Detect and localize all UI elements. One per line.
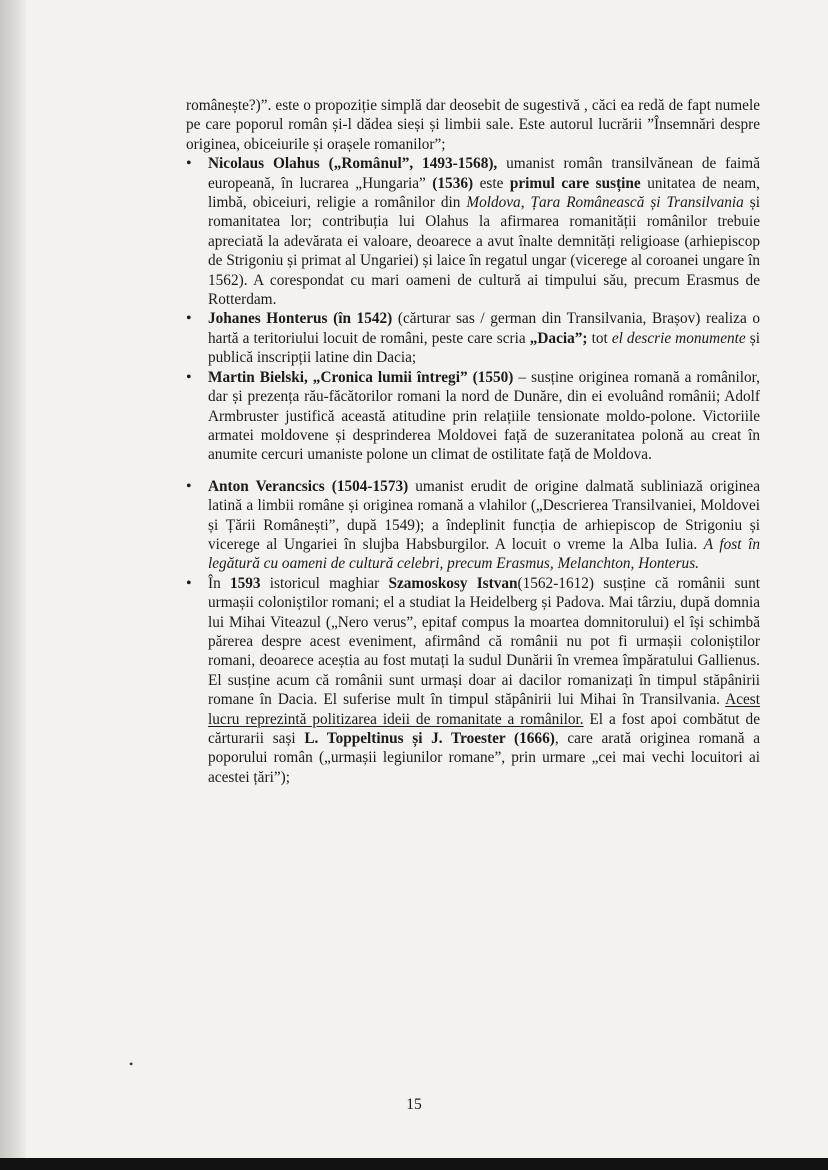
- bullet-list: [186, 154, 760, 787]
- szamoskosy-text-4: , care arată originea romană a poporului român („urmașii legiunilor romane”, prin urmare „cei mai vechi locuitori ai acestei țări”);: [208, 730, 760, 786]
- scan-binding-shadow: [0, 0, 26, 1170]
- honterus-text-2: tot: [587, 329, 612, 347]
- page-number: 15: [406, 1096, 422, 1113]
- szamoskosy-text-2: (1562-1612) susține că românii sunt urmașii coloniștilor romani; el a studiat la Heidelberg și Padova. Mai târziu, după domnia lui Mihai Viteazul („Nero verus”, epitaf compus la moartea domnitorului) el își schimbă părerea despre acest eveniment, afirmând că românii nu pot fi urmașii coloniștilor romani, deoarece aceștia au fost mutați la sudul Dunării în vremea împăratului Gallienus. El susține acum că românii sunt urmași doar ai dacilor romanizați în timpul stăpânirii romane în Dacia. El suferise mult în timpul stăpânirii lui Mihai în Transilvania.: [208, 574, 760, 709]
- verancsics-name: Anton Verancsics (1504-1573): [208, 477, 409, 495]
- szamoskosy-text-0: În: [208, 574, 230, 592]
- stray-bullet-mark: •: [129, 1057, 134, 1071]
- honterus-dacia: „Dacia”;: [529, 329, 588, 347]
- olahus-text-1: umanist român transilvănean de faimă europeană, în lucrarea „Hungaria”: [208, 155, 760, 192]
- honterus-italic: el descrie monumente: [611, 329, 746, 347]
- scan-bottom-edge: [0, 1158, 828, 1170]
- intro-paragraph: [186, 96, 760, 154]
- olahus-regions: Moldova, Țara Românească și Transilvania: [466, 194, 744, 212]
- honterus-text-1: (cărturar sas / german din Transilvania, Brașov) realiza o hartă a teritoriului locuit de români, peste care scria: [208, 310, 760, 347]
- list-item-bielski: [186, 368, 760, 465]
- olahus-text-3: unitatea de neam, limbă, obiceiuri, religie a românilor din: [208, 174, 761, 212]
- szamoskosy-underlined: Acest lucru reprezintă politizarea ideii de romanitate a românilor.: [208, 691, 760, 728]
- olahus-year: (1536): [432, 174, 474, 192]
- intro-text: românește?)”. este o propoziție simplă dar deosebit de sugestivă , căci ea redă de fapt numele pe care poporul român și-l dădea sieși și limbii sale. Este autorul lucrării ”Însemnări despre originea, obiceiurile și orașele romanilor”;: [186, 97, 760, 153]
- bielski-text: – susține originea romană a românilor, dar și prezența rău-făcătorilor romani la nord de Dunăre, din ei evoluând românii; Adolf Armbruster justifică această atitudine prin relațiile tensionate moldo-polone. Victoriile armatei moldovene și desprinderea Moldovei față de suzeranitatea polonă au creat în anumite cercuri umaniste polone un climat de ostilitate față de Moldova.: [208, 368, 760, 464]
- olahus-name: Nicolaus Olahus („Românul”, 1493-1568),: [208, 155, 498, 173]
- verancsics-text: umanist erudit de origine dalmată subliniază originea latină a limbii române și originea romană a vlahilor („Descrierea Transilvaniei, Moldovei și Țării Românești”, după 1549); a îndeplinit funcția de arhiepiscop de Strigoniu și vicerege al Ungariei în slujba Habsburgilor. A locuit o vreme la Alba Iulia.: [208, 477, 760, 553]
- honterus-name: Johanes Honterus (în 1542): [208, 310, 393, 328]
- list-item-verancsics: [186, 477, 760, 574]
- szamoskosy-text-1: istoricul maghiar: [260, 574, 389, 592]
- szamoskosy-text-3: El a fost apoi combătut de cărturarii sași: [208, 710, 760, 747]
- szamoskosy-scholars: L. Toppeltinus și J. Troester (1666): [304, 730, 555, 747]
- verancsics-italic: A fost în legătură cu oameni de cultură celebri, precum Erasmus, Melanchton, Honterus.: [208, 535, 760, 573]
- olahus-emphasis: primul care susține: [509, 174, 641, 192]
- list-item-szamoskosy: [186, 574, 760, 787]
- szamoskosy-year: 1593: [229, 574, 261, 592]
- list-item-olahus: [186, 154, 760, 309]
- list-item-honterus: [186, 309, 760, 367]
- olahus-text-2: este: [473, 174, 510, 192]
- honterus-text-3: și publică inscripții latine din Dacia;: [208, 329, 760, 367]
- document-page: [186, 96, 760, 787]
- olahus-text-4: și romanitatea lor; contribuția lui Olahus la afirmarea romanității românilor trebuie apreciată la adevărata ei valoare, deoarece a avut înalte demnități religioase (arhiepiscop de Strigoniu și primat al Ungariei) și laice în regatul ungar (vicerege al coroanei ungare în 1562). A corespondat cu mari oameni de cultură ai timpului său, precum Erasmus de Rotterdam.: [208, 194, 761, 309]
- szamoskosy-name: Szamoskosy Istvan: [388, 574, 518, 592]
- bielski-name: Martin Bielski, „Cronica lumii întregi” (1550): [208, 368, 514, 386]
